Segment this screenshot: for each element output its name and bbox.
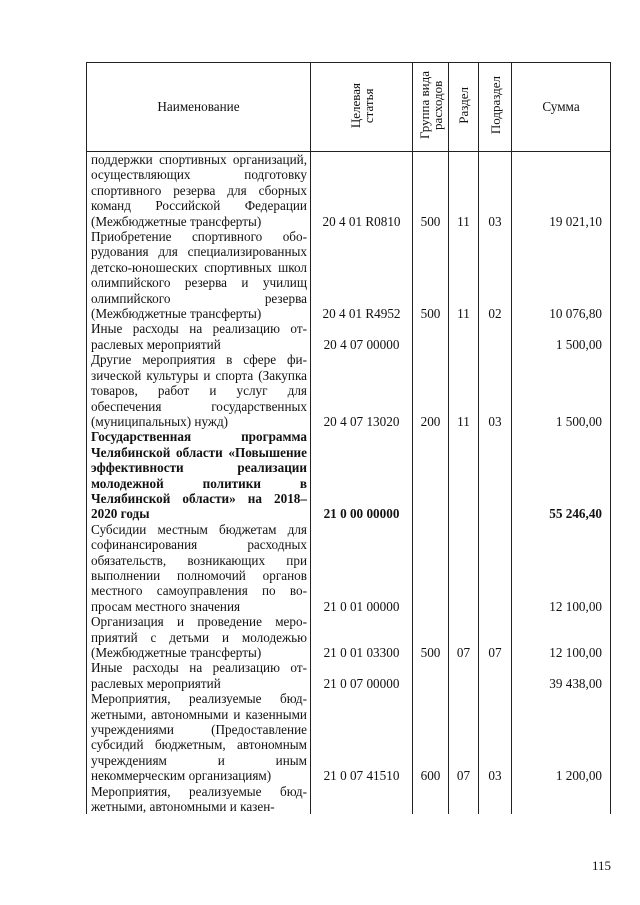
row-subsection: 02	[479, 229, 512, 321]
row-article: 21 0 01 00000	[311, 522, 413, 614]
row-sum: 10 076,80	[512, 229, 611, 321]
row-expense-group	[413, 660, 449, 691]
row-subsection: 03	[479, 691, 512, 783]
row-subsection	[479, 522, 512, 614]
row-subsection: 07	[479, 614, 512, 660]
row-section: 07	[449, 691, 479, 783]
row-section: 11	[449, 152, 479, 230]
row-name: Организация и проведение мероприятий с детьми и молодежью (Межбюджетные трансферты)	[87, 614, 311, 660]
row-expense-group	[413, 429, 449, 521]
row-article	[311, 784, 413, 815]
row-subsection: 03	[479, 352, 512, 429]
row-sum: 39 438,00	[512, 660, 611, 691]
row-sum: 12 100,00	[512, 522, 611, 614]
row-subsection	[479, 321, 512, 352]
row-name: Другие мероприятия в сфере физической культуры и спорта (Закупка товаров, работ и услуг для обеспечения государственных (муниципальных) нужд)	[87, 352, 311, 429]
row-expense-group: 500	[413, 614, 449, 660]
row-sum: 19 021,10	[512, 152, 611, 230]
row-sum: 1 500,00	[512, 352, 611, 429]
row-expense-group	[413, 321, 449, 352]
row-sum: 1 500,00	[512, 321, 611, 352]
row-name: Субсидии местным бюджетам для софинансирования расходных обязательств, возникающих при выполнении полномочий органов местного самоуправления по вопросам местного значения	[87, 522, 311, 614]
table-row	[87, 429, 611, 521]
header-article: Целевая статья	[311, 63, 413, 152]
row-section: 11	[449, 229, 479, 321]
row-subsection	[479, 660, 512, 691]
row-article: 20 4 01 R0810	[311, 152, 413, 230]
row-expense-group: 500	[413, 152, 449, 230]
row-expense-group	[413, 784, 449, 815]
row-sum: 1 200,00	[512, 691, 611, 783]
row-name: Мероприятия, реализуемые бюджетными, автономными и казенными учреждениями (Предоставление субсидий бюджетным, автономным учреждениям и иным некоммерческим организациям)	[87, 691, 311, 783]
row-section	[449, 784, 479, 815]
row-expense-group: 500	[413, 229, 449, 321]
table-body	[87, 152, 611, 815]
table-header-row	[87, 63, 611, 152]
row-expense-group: 200	[413, 352, 449, 429]
row-section: 11	[449, 352, 479, 429]
table-row	[87, 660, 611, 691]
row-article: 21 0 01 03300	[311, 614, 413, 660]
row-subsection	[479, 784, 512, 815]
header-expense-group: Группа вида расходов	[413, 63, 449, 152]
row-name: Иные расходы на реализацию отраслевых мероприятий	[87, 321, 311, 352]
row-section	[449, 660, 479, 691]
row-sum: 12 100,00	[512, 614, 611, 660]
row-subsection	[479, 429, 512, 521]
header-section: Раздел	[449, 63, 479, 152]
row-expense-group: 600	[413, 691, 449, 783]
table-row	[87, 614, 611, 660]
table-row	[87, 522, 611, 614]
table-row	[87, 321, 611, 352]
header-name: Наименование	[87, 63, 311, 152]
header-sum: Сумма	[512, 63, 611, 152]
table-row	[87, 691, 611, 783]
row-name: Иные расходы на реализацию отраслевых мероприятий	[87, 660, 311, 691]
row-section: 07	[449, 614, 479, 660]
table-row	[87, 784, 611, 815]
row-section	[449, 321, 479, 352]
page-number: 115	[592, 858, 612, 873]
row-sum: 55 246,40	[512, 429, 611, 521]
row-name: Мероприятия, реализуемые бюджетными, автономными и казен-	[87, 784, 311, 815]
row-article: 21 0 07 41510	[311, 691, 413, 783]
row-name: Государственная программа Челябинской области «Повышение эффективности реализации молодежной политики в Челябинской области» на 2018–2020 годы	[87, 429, 311, 521]
table-row	[87, 352, 611, 429]
budget-table	[86, 62, 611, 814]
row-name: Приобретение спортивного оборудования для специализированных детско-юношеских спортивных школ олимпийского резерва и училищ олимпийского резерва (Межбюджетные трансферты)	[87, 229, 311, 321]
row-section	[449, 522, 479, 614]
row-subsection: 03	[479, 152, 512, 230]
row-article: 20 4 07 00000	[311, 321, 413, 352]
row-expense-group	[413, 522, 449, 614]
row-section	[449, 429, 479, 521]
row-article: 20 4 01 R4952	[311, 229, 413, 321]
row-sum	[512, 784, 611, 815]
header-subsection: Подраздел	[479, 63, 512, 152]
row-article: 20 4 07 13020	[311, 352, 413, 429]
row-article: 21 0 07 00000	[311, 660, 413, 691]
row-article: 21 0 00 00000	[311, 429, 413, 521]
row-name: поддержки спортивных организаций, осуществляющих подготовку спортивного резерва для сборных команд Российской Федерации (Межбюджетные трансферты)	[87, 152, 311, 230]
table-row	[87, 229, 611, 321]
table-row	[87, 152, 611, 230]
